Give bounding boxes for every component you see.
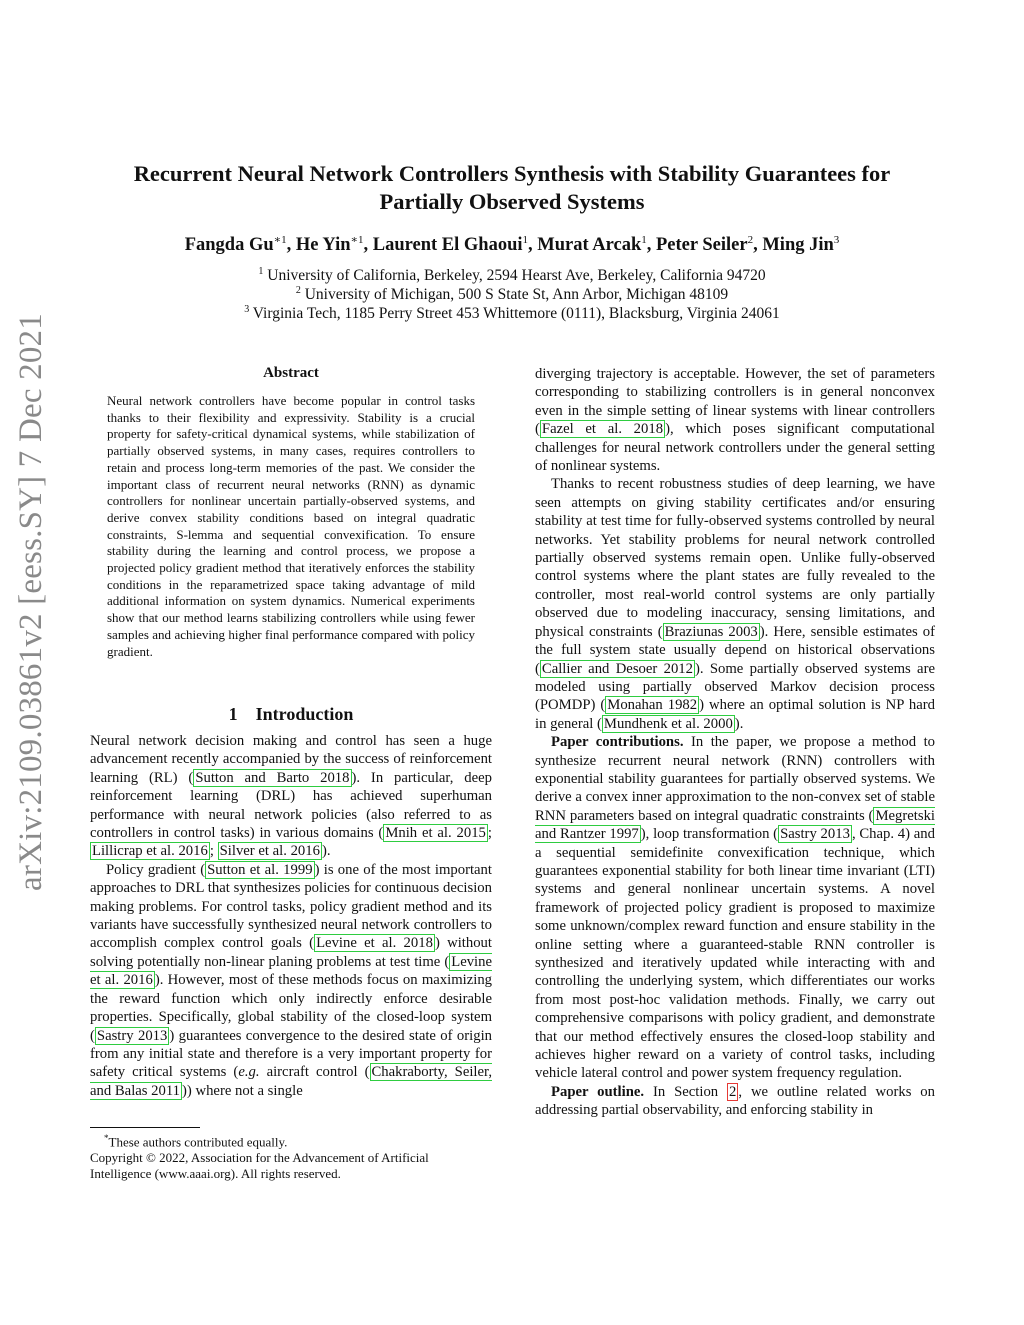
author-name: Laurent El Ghaoui <box>372 235 523 256</box>
author-name: He Yin <box>295 235 351 256</box>
text-run: ) guarantees convergence to the desired state of origin from any initial state and therefore is a very important property for safety critical systems ( <box>90 1027 493 1081</box>
text-run: Policy gradient ( <box>106 861 206 878</box>
text-run: ; <box>487 825 492 842</box>
citation-link[interactable]: Braziunas 2003 <box>664 623 758 640</box>
text-run: ). <box>321 843 331 860</box>
paragraph <box>535 365 935 475</box>
affiliation-text: University of Michigan, 500 S State St, Ann Arbor, Michigan 48109 <box>304 286 729 304</box>
citation-link[interactable]: Callier and Desoer 2012 <box>541 660 693 677</box>
paragraph <box>90 861 492 1100</box>
citation-link[interactable]: Monahan 1982 <box>607 697 698 714</box>
affiliation-mark: 1 <box>258 266 264 277</box>
author-name: Fangda Gu <box>184 235 274 256</box>
abstract-heading: Abstract <box>263 365 319 381</box>
citation-link[interactable]: Sutton et al. 1999 <box>207 861 313 878</box>
affiliation-mark: 2 <box>295 285 301 296</box>
abstract-text: Neural network controllers have become popular in control tasks thanks to their flexibility and expressivity. Stability is a crucial property for safety-critical dynamical systems, while stabilization of partially observed systems, in many cases, requires controllers to retain and process long-term memories of the past. We consider the important class of recurrent neural networks (RNN) as dynamic controllers for nonlinear uncertain partially-observed systems, and derive convex stability conditions based on integral quadratic constraints, S-lemma and sequential convexification. To ensure stability during the learning and control process, we propose a projected policy gradient method that iteratively enforces the stability conditions in the reparametrized space taking advantage of mild additional information on system dynamics. Numerical experiments show that our method learns stabilizing controllers while using fewer samples and achieving higher final performance compared with policy gradient. <box>107 393 475 659</box>
section-heading-introduction <box>90 704 492 725</box>
author-affiliation-mark: ∗1 <box>273 234 287 246</box>
section-title: Introduction <box>255 704 354 724</box>
text-run: ) where an optimal solution is NP hard in general ( <box>535 697 935 732</box>
copyright-notice: Copyright © 2022, Association for the Advancement of Artificial Intelligence (www.aaai.org). All rights reserved. <box>90 1150 429 1182</box>
paragraph <box>535 475 935 733</box>
author-name: Peter Seiler <box>656 235 748 256</box>
author-affiliation-mark: 2 <box>747 234 754 246</box>
author-affiliation-mark: 1 <box>522 234 529 246</box>
footnote-mark: * <box>104 1133 109 1143</box>
text-run: aircraft control ( <box>259 1064 370 1081</box>
text-run: , Chap. 4) and a sequential semidefinite convexification technique, which guarantees exponential stability for both linear time invariant (LTI) systems and general nonlinear uncertain systems. A novel framework of projected policy gradient is proposed to maximize some unknown/complex reward function and ensure stability in the online setting where a guaranteed-stable RNN controller is synthesized and iteratively updated while interacting with and controlling the underlying system, which differentiates our works from most post-hoc validation methods. Finally, we carry out comprehensive comparisons with policy gradient, and demonstrate that our method effectively ensures the closed-loop stability and achieves higher reward on a variety of control tasks, including vehicle lateral control and power system frequency regulation. <box>535 826 935 1082</box>
section-number: 1 <box>228 704 238 724</box>
paper-title <box>80 160 944 216</box>
text-run: In Section <box>644 1083 728 1100</box>
citation-link[interactable]: Sutton and Barto 2018 <box>195 769 350 786</box>
arxiv-identifier-stamp: arXiv:2109.03861v2 [eess.SY] 7 Dec 2021 <box>13 313 49 891</box>
text-run: ). Here, sensible estimates of the full system state usually depend on historical observations ( <box>535 623 935 677</box>
text-run: ) is one of the most important approaches to DRL that synthesizes policies for continuous decision making problems. For control tasks, policy gradient method and its variants have successfully synthesized neural network controllers to accomplish complex control goals ( <box>90 861 492 952</box>
affiliation-text: University of California, Berkeley, 2594 Hearst Ave, Berkeley, California 94720 <box>267 267 766 285</box>
citation-link[interactable]: Megretski and Rantzer 1997 <box>535 807 935 843</box>
affiliation-mark: 3 <box>244 304 250 315</box>
paragraph-lead-in: Paper outline. <box>551 1083 645 1100</box>
text-run: Neural network decision making and control has seen a huge advancement recently accompanied by the success of reinforcement learning (RL) ( <box>90 733 492 786</box>
title-line-1: Recurrent Neural Network Controllers Synthesis with Stability Guarantees for <box>133 161 891 186</box>
text-run: )) where not a single <box>182 1082 303 1099</box>
author-name: Ming Jin <box>762 235 834 256</box>
text-run: ) without solving potentially non-linear planing problems at test time ( <box>90 935 492 970</box>
text-run: diverging trajectory is acceptable. However, the set of parameters corresponding to stabilizing controllers is in general nonconvex even in the simple setting of linear systems with linear controllers ( <box>535 366 935 438</box>
text-run: ). Some partially observed systems are modeled using partially observed Markov decision process (POMDP) ( <box>535 660 935 714</box>
paragraph <box>535 733 935 1083</box>
affiliation-3 <box>80 301 944 323</box>
text-run: ). However, most of these methods focus on maximizing the reward function which only indirectly enforce desirable properties. Specifically, global stability of the closed-loop system ( <box>90 972 493 1044</box>
section-reference-link[interactable]: 2 <box>729 1083 737 1100</box>
text-run: In the paper, we propose a method to synthesize recurrent neural network (RNN) controllers with exponential stability guarantees for partially observed systems. We derive a convex inner approximation to the non-convex set of stable RNN parameters based on integral quadratic constraints ( <box>535 734 935 824</box>
author-name: Murat Arcak <box>537 235 642 256</box>
text-run: ; <box>209 843 218 860</box>
author-affiliation-mark: 1 <box>641 234 647 246</box>
citation-link[interactable]: Sastry 2013 <box>96 1027 168 1044</box>
author-affiliation-mark: 3 <box>833 234 840 246</box>
paragraph <box>535 1083 935 1120</box>
citation-link[interactable]: Mnih et al. 2015 <box>385 825 486 842</box>
left-column-body <box>90 732 492 1100</box>
text-run: ), loop transformation ( <box>640 826 779 843</box>
author-list: Fangda $Gu^{∗1}$, He Yin$^{∗1}$, Laurent El Ghaoui$^1$, Murat Arcak$^1$, Peter Seiler$^2$, Ming Jin$^3$ <box>184 234 840 256</box>
author-affiliation-mark: ∗1 <box>350 234 364 246</box>
citation-link[interactable]: Sastry 2013 <box>780 826 850 843</box>
right-column-body <box>535 365 935 1120</box>
footnote <box>90 1130 492 1150</box>
citation-link[interactable]: Levine et al. 2018 <box>316 935 433 952</box>
citation-link[interactable]: Mundhenk et al. 2000 <box>603 715 733 732</box>
citation-link[interactable]: Silver et al. 2016 <box>219 843 320 860</box>
text-run: , we outline related works on addressing partial observability, and enforcing stability in <box>535 1083 935 1119</box>
italic-text: e.g. <box>238 1064 260 1081</box>
text-run: Thanks to recent robustness studies of deep learning, we have seen attempts on giving stability certificates and/or ensuring stability at test time for fully-observed systems controlled by neural networks. Yet stability problems for neural network controlled partially observed systems remain open. Unlike fully-observed control systems where the plant states are fully revealed to the controller, most real-world control systems are only partially observed due to modeling inaccuracy, sensing limitations, and physical constraints ( <box>535 476 935 640</box>
paragraph <box>90 732 492 861</box>
citation-link[interactable]: Fazel et al. 2018 <box>541 421 664 438</box>
text-run: ). <box>734 715 744 732</box>
citation-link[interactable]: Levine et al. 2016 <box>90 953 492 989</box>
footnote-rule <box>90 1127 200 1128</box>
affiliation-text: Virginia Tech, 1185 Perry Street 453 Whittemore (0111), Blacksburg, Virginia 24061 <box>252 305 780 323</box>
text-run: ), which poses significant computational challenges for neural network controllers under the general setting of nonlinear systems. <box>535 421 935 475</box>
text-run: ). In particular, deep reinforcement learning (DRL) has achieved superhuman performance with neural network policies (also referred to as controllers in control tasks) in various domains ( <box>90 769 492 842</box>
footnote-block <box>90 1130 492 1182</box>
citation-link[interactable]: Lillicrap et al. 2016 <box>92 843 208 860</box>
paragraph-lead-in: Paper contributions. <box>551 734 684 751</box>
title-line-2: Partially Observed Systems <box>379 189 645 214</box>
citation-link[interactable]: Chakraborty, Seiler, and Balas 2011 <box>90 1064 492 1099</box>
footnote-text: These authors contributed equally. <box>108 1134 288 1150</box>
